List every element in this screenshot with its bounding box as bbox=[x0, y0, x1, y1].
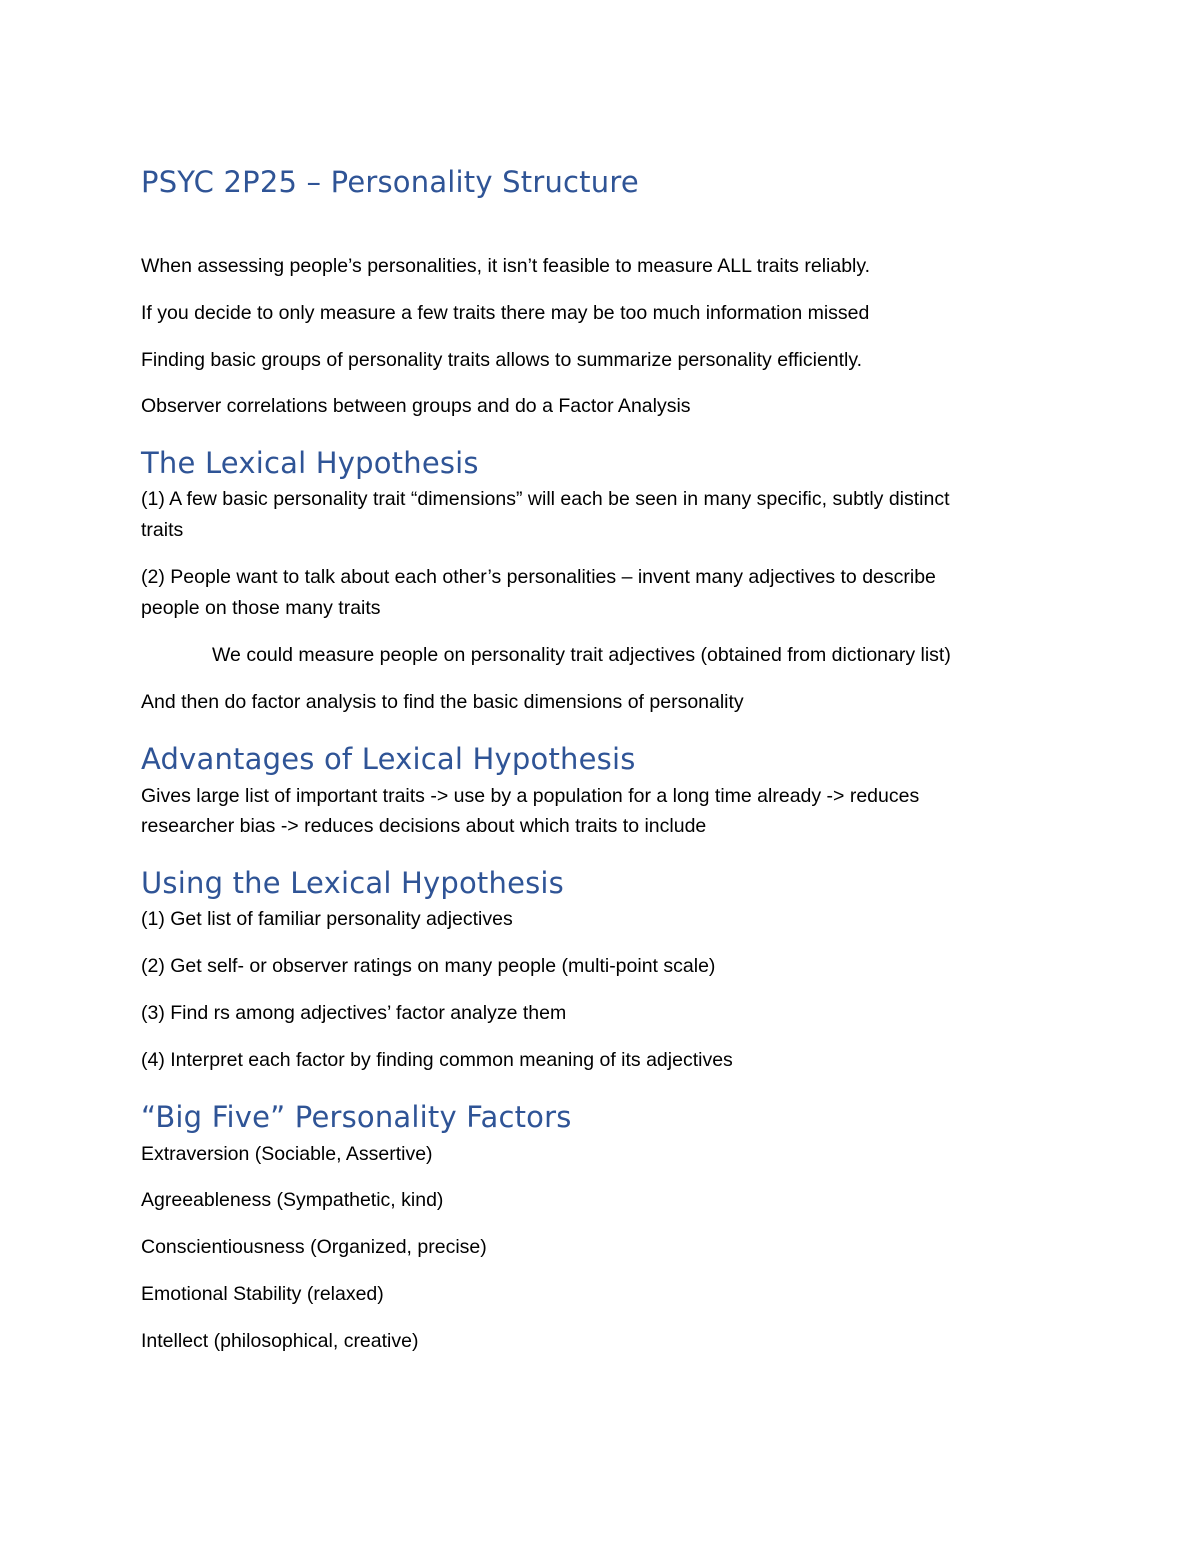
using-lexical-step-2: (2) Get self- or observer ratings on many people (multi-point scale) bbox=[141, 955, 716, 977]
intro-paragraph-3: Finding basic groups of personality traits allows to summarize personality efficiently. bbox=[141, 349, 863, 371]
lexical-hypothesis-indented-line: We could measure people on personality trait adjectives (obtained from dictionary list) bbox=[212, 644, 951, 666]
using-lexical-step-3: (3) Find rs among adjectives’ factor analyze them bbox=[141, 1002, 567, 1024]
big-five-factor-agreeableness: Agreeableness (Sympathetic, kind) bbox=[141, 1189, 444, 1211]
advantages-line-1: Gives large list of important traits -> use by a population for a long time already -> reduces bbox=[141, 785, 920, 807]
big-five-factor-emotional-stability: Emotional Stability (relaxed) bbox=[141, 1283, 384, 1305]
lexical-hypothesis-line-4: people on those many traits bbox=[141, 597, 381, 619]
lexical-hypothesis-line-3: (2) People want to talk about each other’s personalities – invent many adjectives to describe bbox=[141, 566, 936, 588]
intro-paragraph-4: Observer correlations between groups and do a Factor Analysis bbox=[141, 395, 691, 417]
lexical-hypothesis-line-1: (1) A few basic personality trait “dimensions” will each be seen in many specific, subtly distinct bbox=[141, 488, 950, 510]
section-heading-advantages: Advantages of Lexical Hypothesis bbox=[141, 742, 636, 776]
big-five-factor-conscientiousness: Conscientiousness (Organized, precise) bbox=[141, 1236, 487, 1258]
document-title: PSYC 2P25 – Personality Structure bbox=[141, 165, 639, 199]
big-five-factor-extraversion: Extraversion (Sociable, Assertive) bbox=[141, 1143, 433, 1165]
intro-paragraph-2: If you decide to only measure a few traits there may be too much information missed bbox=[141, 302, 870, 324]
section-heading-using-lexical: Using the Lexical Hypothesis bbox=[141, 866, 564, 900]
section-heading-big-five: “Big Five” Personality Factors bbox=[141, 1100, 572, 1134]
lexical-hypothesis-line-2: traits bbox=[141, 519, 184, 541]
using-lexical-step-1: (1) Get list of familiar personality adjectives bbox=[141, 908, 513, 930]
advantages-line-2: researcher bias -> reduces decisions about which traits to include bbox=[141, 815, 707, 837]
lexical-hypothesis-line-6: And then do factor analysis to find the basic dimensions of personality bbox=[141, 691, 744, 713]
using-lexical-step-4: (4) Interpret each factor by finding common meaning of its adjectives bbox=[141, 1049, 733, 1071]
intro-paragraph-1: When assessing people’s personalities, it isn’t feasible to measure ALL traits reliably. bbox=[141, 255, 871, 277]
big-five-factor-intellect: Intellect (philosophical, creative) bbox=[141, 1330, 419, 1352]
section-heading-lexical-hypothesis: The Lexical Hypothesis bbox=[141, 446, 479, 480]
